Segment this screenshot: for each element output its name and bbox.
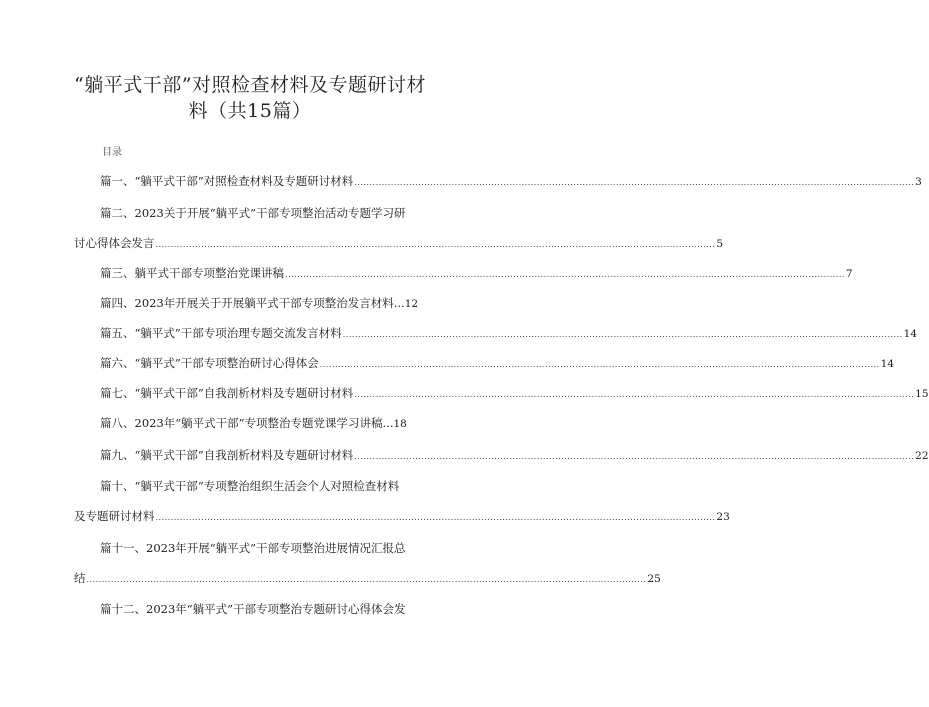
toc-entry[interactable] [100, 205, 406, 221]
toc-entry[interactable] [100, 295, 418, 311]
title-line-1: “躺平式干部”对照检查材料及专题研讨材 [74, 74, 426, 96]
toc-entry-continuation[interactable] [74, 235, 724, 251]
toc-entry-label: 篇八、2023年“躺平式干部”专项整治专题党课学习讲稿... [100, 416, 394, 430]
toc-entry[interactable] [100, 325, 918, 341]
toc-leader-dots: ........................................................................................................................................................................................ [354, 452, 915, 461]
toc-entry-label: 篇二、2023关于开展“躺平式”干部专项整治活动专题学习研 [100, 206, 406, 220]
toc-entry-label: 结 [74, 571, 86, 585]
title-line-2: 料（共15篇） [188, 100, 312, 122]
toc-entry-label: 篇十一、2023年开展“躺平式”干部专项整治进展情况汇报总 [100, 541, 406, 555]
toc-entry-label: 篇六、“躺平式”干部专项整治研讨心得体会 [100, 356, 319, 370]
toc-entry[interactable] [100, 265, 853, 281]
toc-page-number: 14 [880, 358, 895, 370]
document-title [60, 72, 440, 124]
toc-entry[interactable] [100, 385, 929, 401]
toc-entry[interactable] [100, 478, 399, 494]
toc-leader-dots: ........................................................................................................................................................................................ [342, 330, 903, 339]
toc-entry[interactable] [100, 601, 406, 617]
toc-entry-label: 讨心得体会发言 [74, 236, 155, 250]
toc-entry-label: 篇九、“躺平式干部”自我剖析材料及专题研讨材料 [100, 448, 354, 462]
toc-page-number: 14 [903, 328, 918, 340]
toc-page-number: 12 [404, 298, 419, 310]
toc-page-number: 7 [845, 268, 853, 280]
toc-leader-dots: ........................................................................................................................................................................................ [155, 240, 716, 249]
toc-entry-label: 及专题研讨材料 [74, 509, 155, 523]
toc-entry-label: 篇四、2023年开展关于开展躺平式干部专项整治发言材料... [100, 296, 405, 310]
toc-leader-dots: ........................................................................................................................................................................................ [319, 360, 880, 369]
toc-entry[interactable] [100, 173, 922, 189]
toc-entry-label: 篇一、“躺平式干部”对照检查材料及专题研讨材料 [100, 174, 354, 188]
toc-entry[interactable] [100, 447, 929, 463]
toc-entry-continuation[interactable] [74, 570, 661, 586]
toc-entry[interactable] [100, 540, 406, 556]
toc-entry[interactable] [100, 355, 895, 371]
toc-entry-label: 篇十二、2023年“躺平式”干部专项整治专题研讨心得体会发 [100, 602, 406, 616]
toc-heading: 目录 [102, 147, 122, 158]
toc-entry-label: 篇五、“躺平式”干部专项治理专题交流发言材料 [100, 326, 342, 340]
toc-entry[interactable] [100, 415, 407, 431]
toc-leader-dots: ........................................................................................................................................................................................ [354, 390, 915, 399]
toc-page-number: 15 [915, 388, 929, 400]
toc-page-number: 5 [716, 238, 724, 250]
toc-entry-continuation[interactable] [74, 508, 730, 524]
toc-entry-label: 篇十、“躺平式干部”专项整治组织生活会个人对照检查材料 [100, 479, 400, 493]
toc-leader-dots: ........................................................................................................................................................................................ [86, 575, 647, 584]
toc-entry-label: 篇三、躺平式干部专项整治党课讲稿 [100, 266, 284, 280]
toc-page-number: 25 [647, 573, 661, 585]
toc-page-number: 22 [915, 450, 929, 462]
toc-page-number: 3 [915, 176, 922, 188]
toc-page-number: 23 [716, 511, 730, 523]
toc-leader-dots: ........................................................................................................................................................................................ [354, 178, 915, 187]
toc-page-number: 18 [393, 418, 407, 430]
toc-leader-dots: ........................................................................................................................................................................................ [155, 513, 716, 522]
toc-leader-dots: ........................................................................................................................................................................................ [285, 270, 845, 279]
toc-entry-label: 篇七、“躺平式干部”自我剖析材料及专题研讨材料 [100, 386, 354, 400]
